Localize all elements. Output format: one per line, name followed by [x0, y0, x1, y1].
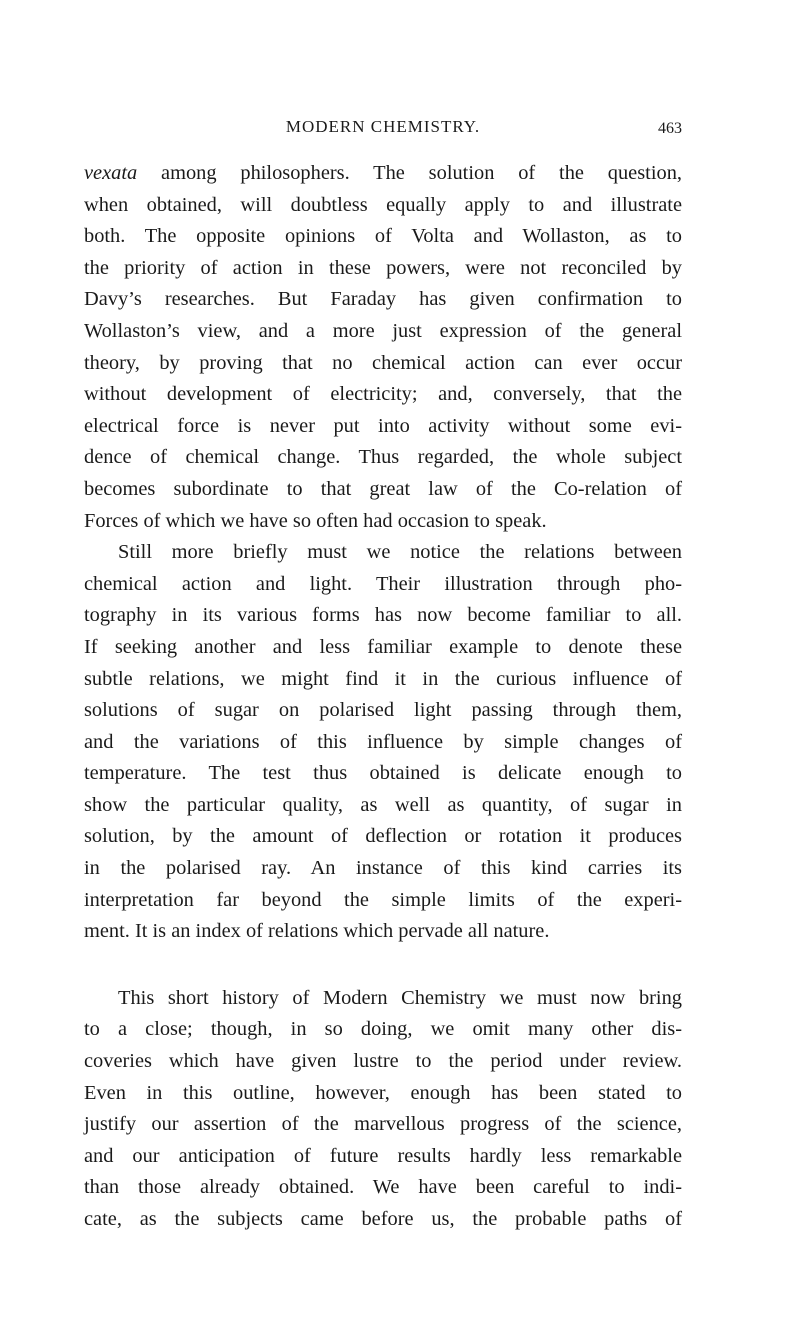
text-line: when obtained, will doubtless equally apply to and illustrate	[84, 193, 682, 216]
text-line: This short history of Modern Chemistry we must now bring	[118, 986, 682, 1009]
text-line: both. The opposite opinions of Volta and Wollaston, as to	[84, 225, 682, 248]
text-line: Wollaston’s view, and a more just expression of the general	[84, 319, 682, 342]
running-title: MODERN CHEMISTRY.	[285, 117, 481, 136]
text-line: electrical force is never put into activity without some evi-	[84, 414, 682, 437]
latin-term: vexata	[84, 162, 138, 184]
paragraph	[84, 537, 682, 948]
text-line: vexata among philosophers. The solution of the question,	[84, 162, 682, 184]
text-line: Forces of which we have so often had occasion to speak.	[84, 509, 547, 532]
text-line: to a close; though, in so doing, we omit many other dis-	[84, 1018, 682, 1041]
text-line: becomes subordinate to that great law of the Co-relation of	[84, 477, 682, 500]
text-line: show the particular quality, as well as quantity, of sugar in	[84, 793, 682, 816]
running-head	[84, 117, 682, 141]
text-line: interpretation far beyond the simple limits of the experi-	[84, 888, 682, 911]
text-line: coveries which have given lustre to the period under review.	[84, 1050, 682, 1073]
paragraph	[84, 983, 682, 1236]
text-line: in the polarised ray. An instance of this kind carries its	[84, 857, 682, 880]
text-line: tography in its various forms has now become familiar to all.	[84, 604, 682, 627]
text-line: Still more briefly must we notice the relations between	[118, 541, 682, 564]
text-line: justify our assertion of the marvellous progress of the science,	[84, 1113, 682, 1136]
text-line: solution, by the amount of deflection or rotation it produces	[84, 825, 682, 848]
text-line: temperature. The test thus obtained is delicate enough to	[84, 762, 682, 785]
page-number: 463	[658, 120, 682, 137]
section-break	[84, 948, 682, 983]
text-line: without development of electricity; and, conversely, that the	[84, 383, 682, 406]
text-line: than those already obtained. We have been careful to indi-	[84, 1176, 682, 1199]
text-line: theory, by proving that no chemical action can ever occur	[84, 351, 682, 374]
text-line: dence of chemical change. Thus regarded, the whole subject	[84, 446, 682, 469]
text-line: ment. It is an index of relations which pervade all nature.	[84, 920, 550, 943]
text-line: and the variations of this influence by simple changes of	[84, 730, 682, 753]
text-line: If seeking another and less familiar example to denote these	[84, 635, 682, 658]
paragraph	[84, 158, 682, 537]
text-line: solutions of sugar on polarised light passing through them,	[84, 699, 682, 722]
text-line: Davy’s researches. But Faraday has given confirmation to	[84, 288, 682, 311]
body-text	[84, 158, 682, 1236]
text-line: cate, as the subjects came before us, the probable paths of	[84, 1208, 682, 1230]
text-line: subtle relations, we might find it in the curious influence of	[84, 667, 682, 690]
text-line: chemical action and light. Their illustration through pho-	[84, 572, 682, 595]
text-line: the priority of action in these powers, were not reconciled by	[84, 256, 682, 279]
text-line: Even in this outline, however, enough has been stated to	[84, 1081, 682, 1104]
text-line: and our anticipation of future results hardly less remarkable	[84, 1144, 682, 1167]
